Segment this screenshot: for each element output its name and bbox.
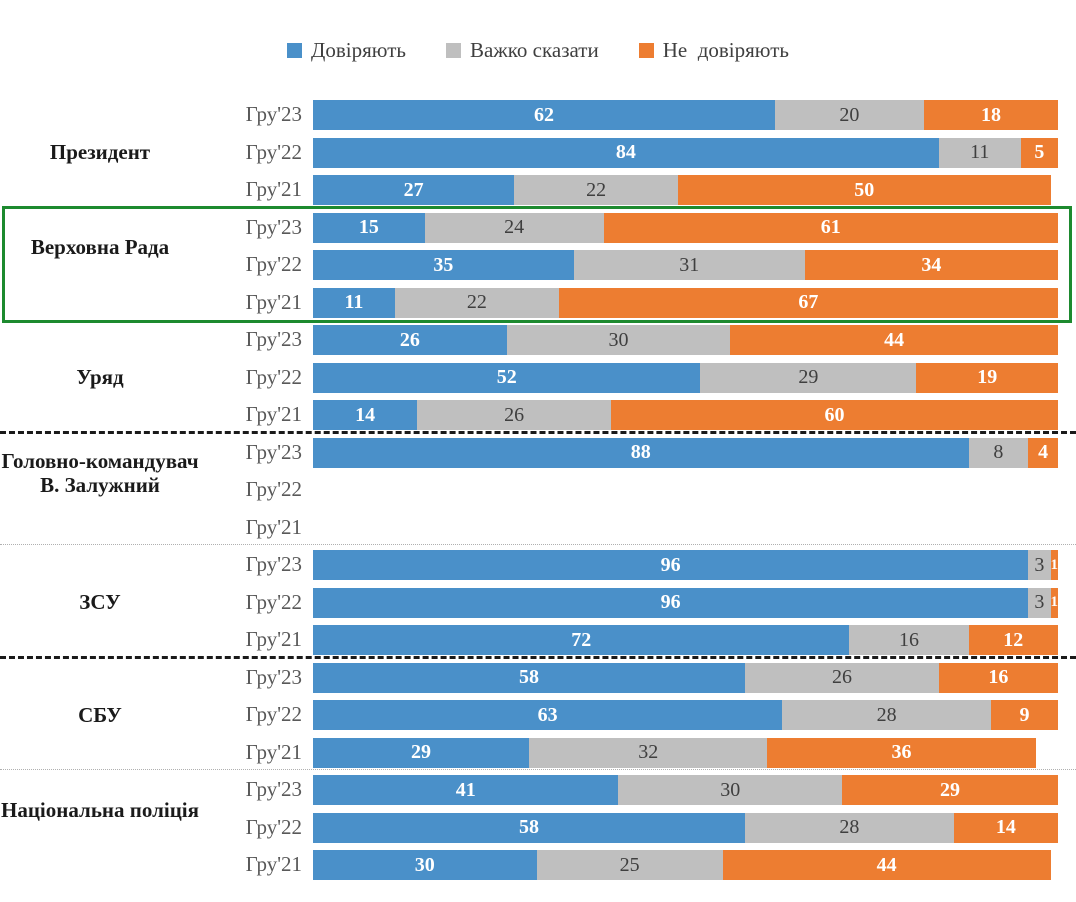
bar-segment-hard: 8: [969, 438, 1029, 468]
chart-row: [0, 134, 1076, 172]
legend-item: [639, 38, 789, 63]
bar-segment-distrust: 4: [1028, 438, 1058, 468]
bar-segment-distrust: 9: [991, 700, 1058, 730]
category-label: Президент: [49, 140, 151, 165]
stacked-bar: [313, 288, 1058, 318]
bar-segment-trust: 41: [313, 775, 618, 805]
chart-group: [0, 771, 1076, 884]
period-label: Гру'22: [245, 252, 302, 277]
bar-segment-hard: 24: [425, 213, 604, 243]
bar-segment-distrust: 44: [723, 850, 1051, 880]
bar-segment-hard: 20: [775, 100, 924, 130]
period-label: Гру'21: [245, 739, 302, 764]
chart-plot-area: [0, 96, 1076, 884]
bar-segment-trust: 58: [313, 813, 745, 843]
bar-segment-distrust: 19: [916, 363, 1058, 393]
stacked-bar: [313, 738, 1058, 768]
bar-segment-distrust: 67: [559, 288, 1058, 318]
category-label: СБУ: [78, 702, 122, 727]
bar-segment-distrust: 16: [939, 663, 1058, 693]
chart-group: [0, 546, 1076, 659]
bar-segment-hard: 30: [618, 775, 842, 805]
category-label: Головно-командувач В. Залужний: [1, 449, 199, 498]
bar-segment-trust: 26: [313, 325, 507, 355]
legend-swatch-hard: [446, 43, 461, 58]
chart-row: [0, 321, 1076, 359]
bar-segment-distrust: 44: [730, 325, 1058, 355]
bar-segment-trust: 62: [313, 100, 775, 130]
stacked-bar: [313, 813, 1058, 843]
stacked-bar: [313, 100, 1058, 130]
bar-segment-trust: 35: [313, 250, 574, 280]
bar-segment-trust: 27: [313, 175, 514, 205]
legend-swatch-distrust: [639, 43, 654, 58]
stacked-bar: [313, 250, 1058, 280]
bar-segment-trust: 52: [313, 363, 700, 393]
group-separator-dashed: [0, 431, 1076, 434]
bar-segment-distrust: 61: [604, 213, 1058, 243]
chart-row: [0, 359, 1076, 397]
bar-segment-distrust: 1: [1051, 588, 1058, 618]
bar-segment-distrust: 12: [969, 625, 1058, 655]
chart-row: [0, 734, 1076, 772]
chart-row: [0, 284, 1076, 322]
category-label: Національна поліція: [0, 797, 200, 822]
bar-segment-hard: 28: [745, 813, 954, 843]
bar-segment-trust: 84: [313, 138, 939, 168]
chart-row: [0, 846, 1076, 884]
group-separator-dashed: [0, 656, 1076, 659]
category-label: ЗСУ: [79, 590, 121, 615]
chart-row: [0, 696, 1076, 734]
bar-segment-hard: 16: [849, 625, 968, 655]
stacked-bar: [313, 663, 1058, 693]
legend-item: [287, 38, 406, 63]
bar-segment-distrust: 60: [611, 400, 1058, 430]
legend-label: Довіряють: [311, 38, 406, 62]
bar-segment-hard: 3: [1028, 588, 1050, 618]
bar-segment-hard: 22: [395, 288, 559, 318]
period-label: Гру'22: [245, 364, 302, 389]
stacked-bar: [313, 138, 1058, 168]
bar-segment-distrust: 36: [767, 738, 1035, 768]
period-label: Гру'21: [245, 177, 302, 202]
period-label: Гру'23: [245, 214, 302, 239]
stacked-bar: [313, 588, 1058, 618]
bar-segment-trust: 58: [313, 663, 745, 693]
period-label: Гру'23: [245, 664, 302, 689]
period-label: Гру'23: [245, 777, 302, 802]
stacked-bar: [313, 550, 1058, 580]
bar-segment-hard: 3: [1028, 550, 1050, 580]
group-separator-dotted: [0, 544, 1076, 545]
bar-segment-hard: 26: [745, 663, 939, 693]
period-label: Гру'23: [245, 102, 302, 127]
stacked-bar: [313, 475, 1058, 505]
chart-row: [0, 621, 1076, 659]
stacked-bar: [313, 513, 1058, 543]
bar-segment-hard: 28: [782, 700, 991, 730]
legend-swatch-trust: [287, 43, 302, 58]
chart-row: [0, 235, 1076, 284]
chart-row: [0, 171, 1076, 209]
group-separator-dotted: [0, 769, 1076, 770]
period-label: Гру'22: [245, 477, 302, 502]
bar-segment-distrust: 14: [954, 813, 1058, 843]
bar-segment-hard: 22: [514, 175, 678, 205]
chart-group: [0, 321, 1076, 434]
stacked-bar: [313, 363, 1058, 393]
stacked-bar: [313, 700, 1058, 730]
stacked-bar: [313, 850, 1058, 880]
bar-segment-hard: 11: [939, 138, 1021, 168]
bar-segment-trust: 88: [313, 438, 969, 468]
legend-label: Не довіряють: [662, 38, 789, 62]
bar-segment-hard: 32: [529, 738, 767, 768]
legend-label: Важко сказати: [469, 38, 599, 62]
stacked-bar: [313, 325, 1058, 355]
stacked-bar: [313, 625, 1058, 655]
bar-segment-distrust: 5: [1021, 138, 1058, 168]
chart-row: [0, 396, 1076, 434]
period-label: Гру'23: [245, 552, 302, 577]
period-label: Гру'22: [245, 814, 302, 839]
chart-row: [0, 797, 1076, 847]
bar-segment-distrust: 34: [805, 250, 1058, 280]
bar-segment-hard: 31: [574, 250, 805, 280]
chart-row: [0, 546, 1076, 584]
period-label: Гру'21: [245, 852, 302, 877]
bar-segment-trust: 63: [313, 700, 782, 730]
stacked-bar: [313, 175, 1058, 205]
period-label: Гру'21: [245, 289, 302, 314]
stacked-bar: [313, 775, 1058, 805]
period-label: Гру'21: [245, 402, 302, 427]
bar-segment-trust: 72: [313, 625, 849, 655]
category-label: Верховна Рада: [30, 235, 170, 259]
stacked-bar: [313, 400, 1058, 430]
period-label: Гру'22: [245, 702, 302, 727]
chart-group: [0, 96, 1076, 209]
legend-item: [446, 38, 599, 63]
bar-segment-distrust: 1: [1051, 550, 1058, 580]
chart-row: [0, 584, 1076, 622]
bar-segment-hard: 26: [417, 400, 611, 430]
period-label: Гру'23: [245, 327, 302, 352]
bar-segment-hard: 29: [700, 363, 916, 393]
bar-segment-trust: 96: [313, 588, 1028, 618]
category-label: Уряд: [76, 365, 124, 390]
chart-legend: [0, 38, 1076, 63]
chart-group: [0, 434, 1076, 547]
bar-segment-trust: 14: [313, 400, 417, 430]
bar-segment-trust: 11: [313, 288, 395, 318]
bar-segment-trust: 15: [313, 213, 425, 243]
chart-group: [0, 209, 1076, 322]
bar-segment-distrust: 29: [842, 775, 1058, 805]
chart-row: [0, 96, 1076, 134]
stacked-bar: [313, 438, 1058, 468]
bar-segment-distrust: 50: [678, 175, 1051, 205]
period-label: Гру'22: [245, 139, 302, 164]
chart-group: [0, 659, 1076, 772]
bar-segment-trust: 29: [313, 738, 529, 768]
bar-segment-trust: 96: [313, 550, 1028, 580]
period-label: Гру'23: [245, 439, 302, 464]
bar-segment-hard: 25: [537, 850, 723, 880]
stacked-bar: [313, 213, 1058, 243]
chart-row: [0, 659, 1076, 697]
period-label: Гру'21: [245, 627, 302, 652]
period-label: Гру'22: [245, 589, 302, 614]
bar-segment-trust: 30: [313, 850, 537, 880]
period-label: Гру'21: [245, 514, 302, 539]
bar-segment-distrust: 18: [924, 100, 1058, 130]
bar-segment-hard: 30: [507, 325, 731, 355]
chart-row: [0, 509, 1076, 547]
